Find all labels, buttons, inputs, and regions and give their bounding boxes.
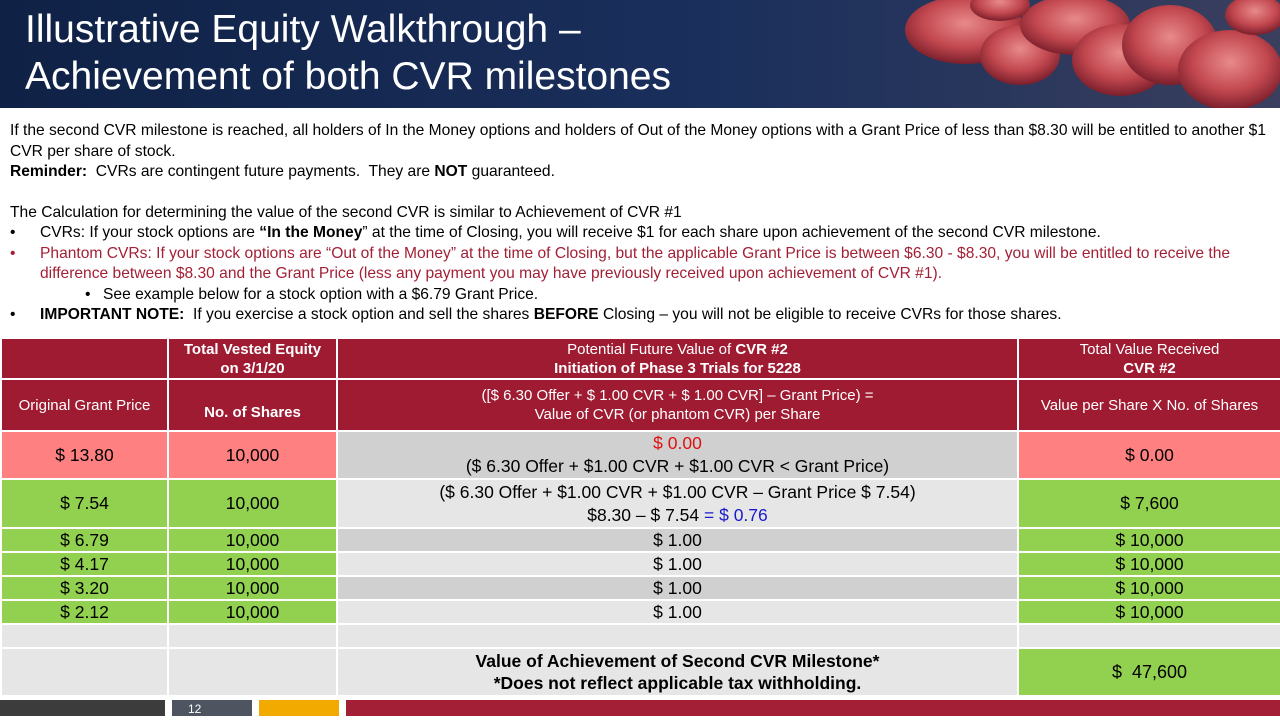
total-cell: $ 7,600 (1018, 479, 1280, 528)
footer-bar (0, 700, 1280, 717)
slide-title (25, 6, 671, 100)
table-row (1, 431, 1280, 479)
reminder-text-end: guaranteed. (467, 163, 555, 180)
reminder-label: Reminder: (10, 163, 88, 180)
summary-label (337, 648, 1018, 696)
value-amount: $ 0.00 (653, 433, 702, 453)
bullet-dot: • (10, 306, 16, 323)
table-row (1, 576, 1280, 600)
header-vested (168, 338, 337, 379)
value-cell: $ 1.00 (337, 528, 1018, 552)
grant-price-cell: $ 13.80 (1, 431, 168, 479)
title-line-1: Illustrative Equity Walkthrough – (25, 8, 581, 51)
value-cell: $ 1.00 (337, 552, 1018, 576)
bullet-cvrs-a: CVRs: If your stock options are (40, 224, 260, 241)
reminder-text: CVRs are contingent future payments. They are (87, 163, 435, 180)
important-label: IMPORTANT NOTE: (40, 306, 185, 323)
important-before: BEFORE (533, 306, 599, 323)
intro-paragraph: If the second CVR milestone is reached, all holders of In the Money options and holders of Out of the Money options with a Grant Price of less than $8.30 will be entitled to another $1 CVR per share of stock. (10, 122, 1267, 160)
blank-cell (1018, 624, 1280, 648)
bullet-dot: • (10, 224, 16, 241)
header-vested-1: Total Vested Equity (183, 340, 322, 358)
value-subtraction: $8.30 – $ 7.54 (587, 504, 705, 525)
grant-price-cell: $ 4.17 (1, 552, 168, 576)
table-row (1, 552, 1280, 576)
header-formula-2: Value of CVR (or phantom CVR) per Share (534, 406, 821, 423)
intro-text (10, 121, 1272, 326)
value-cell: $ 1.00 (337, 600, 1018, 624)
table-summary-row (1, 648, 1280, 696)
grant-price-cell: $ 7.54 (1, 479, 168, 528)
header-grant-price: Original Grant Price (1, 379, 168, 431)
bullet-cvrs-bold: “In the Money (259, 224, 363, 241)
summary-total: $ 47,600 (1018, 648, 1280, 696)
header-potential (337, 338, 1018, 379)
table-row (1, 479, 1280, 528)
header-vested-2: on 3/1/20 (220, 359, 285, 377)
header-total-1: Total Value Received (1079, 340, 1220, 358)
bullet-dot: • (85, 285, 91, 303)
sub-bullet-example (10, 285, 1272, 306)
header-potential-text: Potential Future Value of (567, 340, 736, 358)
header-initiation: Initiation of Phase 3 Trials for 5228 (554, 359, 801, 377)
table-subheader-row (1, 379, 1280, 431)
footer-page-box (172, 700, 252, 716)
total-cell: $ 10,000 (1018, 528, 1280, 552)
shares-cell: 10,000 (168, 528, 337, 552)
shares-cell: 10,000 (168, 431, 337, 479)
bullet-cvrs-b: ” at the time of Closing, you will receive $1 for each share upon achievement of the second CVR milestone. (362, 224, 1101, 241)
reminder-not: NOT (434, 163, 468, 180)
header-formula (337, 379, 1018, 431)
header-formula-1: ([$ 6.30 Offer + $ 1.00 CVR + $ 1.00 CVR] – Grant Price) = (481, 387, 874, 404)
blank-cell (168, 648, 337, 696)
shares-cell: 10,000 (168, 600, 337, 624)
title-banner (0, 0, 1280, 108)
table-row (1, 600, 1280, 624)
blank-cell (1, 624, 168, 648)
shares-cell: 10,000 (168, 479, 337, 528)
total-cell: $ 10,000 (1018, 600, 1280, 624)
reminder-line (10, 162, 1272, 183)
header-total-2: CVR #2 (1123, 359, 1176, 377)
bullet-phantom (10, 244, 1272, 285)
header-total (1018, 338, 1280, 379)
value-cell (337, 431, 1018, 479)
blank-cell (168, 624, 337, 648)
value-cell (337, 479, 1018, 528)
grant-price-cell: $ 2.12 (1, 600, 168, 624)
shares-cell: 10,000 (168, 552, 337, 576)
table-header-row (1, 338, 1280, 379)
value-note: ($ 6.30 Offer + $1.00 CVR + $1.00 CVR < Grant Price) (465, 456, 890, 476)
footer-segment-red (346, 700, 1280, 716)
bullet-dot: • (10, 244, 16, 262)
blank-cell (337, 624, 1018, 648)
page-number: 12 (188, 702, 202, 716)
footer-segment-dark (0, 700, 165, 716)
summary-line-1: Value of Achievement of Second CVR Milestone* (475, 651, 880, 671)
cvr-table (0, 337, 1280, 697)
grant-price-cell: $ 3.20 (1, 576, 168, 600)
bullet-cvrs (10, 223, 1272, 244)
value-formula: ($ 6.30 Offer + $1.00 CVR + $1.00 CVR – Grant Price $ 7.54) (439, 481, 916, 502)
calc-line: The Calculation for determining the value of the second CVR is similar to Achievement of CVR #1 (10, 203, 682, 221)
header-blank (1, 338, 168, 379)
shares-cell: 10,000 (168, 576, 337, 600)
bullet-important (10, 305, 1272, 326)
bullet-phantom-text: Phantom CVRs: If your stock options are “Out of the Money” at the time of Closing, but the applicable Grant Price is between $6.30 - $8.30, you will be entitled to receive the difference between $8.30 and the Grant Price (less any payment you may have previously received upon achievement of CVR #1). (40, 244, 1231, 282)
footer-segment-gold (259, 700, 339, 716)
header-shares: No. of Shares (168, 379, 337, 431)
blank-cell (1, 648, 168, 696)
summary-line-2: *Does not reflect applicable tax withholding. (493, 673, 862, 693)
table-row-blank (1, 624, 1280, 648)
title-line-2: Achievement of both CVR milestones (25, 55, 671, 98)
header-cvr2: CVR #2 (735, 340, 788, 358)
important-text-a: If you exercise a stock option and sell the shares (184, 306, 534, 323)
total-cell: $ 10,000 (1018, 552, 1280, 576)
grant-price-cell: $ 6.79 (1, 528, 168, 552)
molecule-image (860, 0, 1280, 108)
total-cell: $ 0.00 (1018, 431, 1280, 479)
table-row (1, 528, 1280, 552)
sub-bullet-text: See example below for a stock option with a $6.79 Grant Price. (103, 285, 539, 303)
header-value-per: Value per Share X No. of Shares (1018, 379, 1280, 431)
value-cell: $ 1.00 (337, 576, 1018, 600)
important-text-b: Closing – you will not be eligible to receive CVRs for those shares. (598, 306, 1062, 323)
total-cell: $ 10,000 (1018, 576, 1280, 600)
value-result: = $ 0.76 (704, 504, 768, 525)
